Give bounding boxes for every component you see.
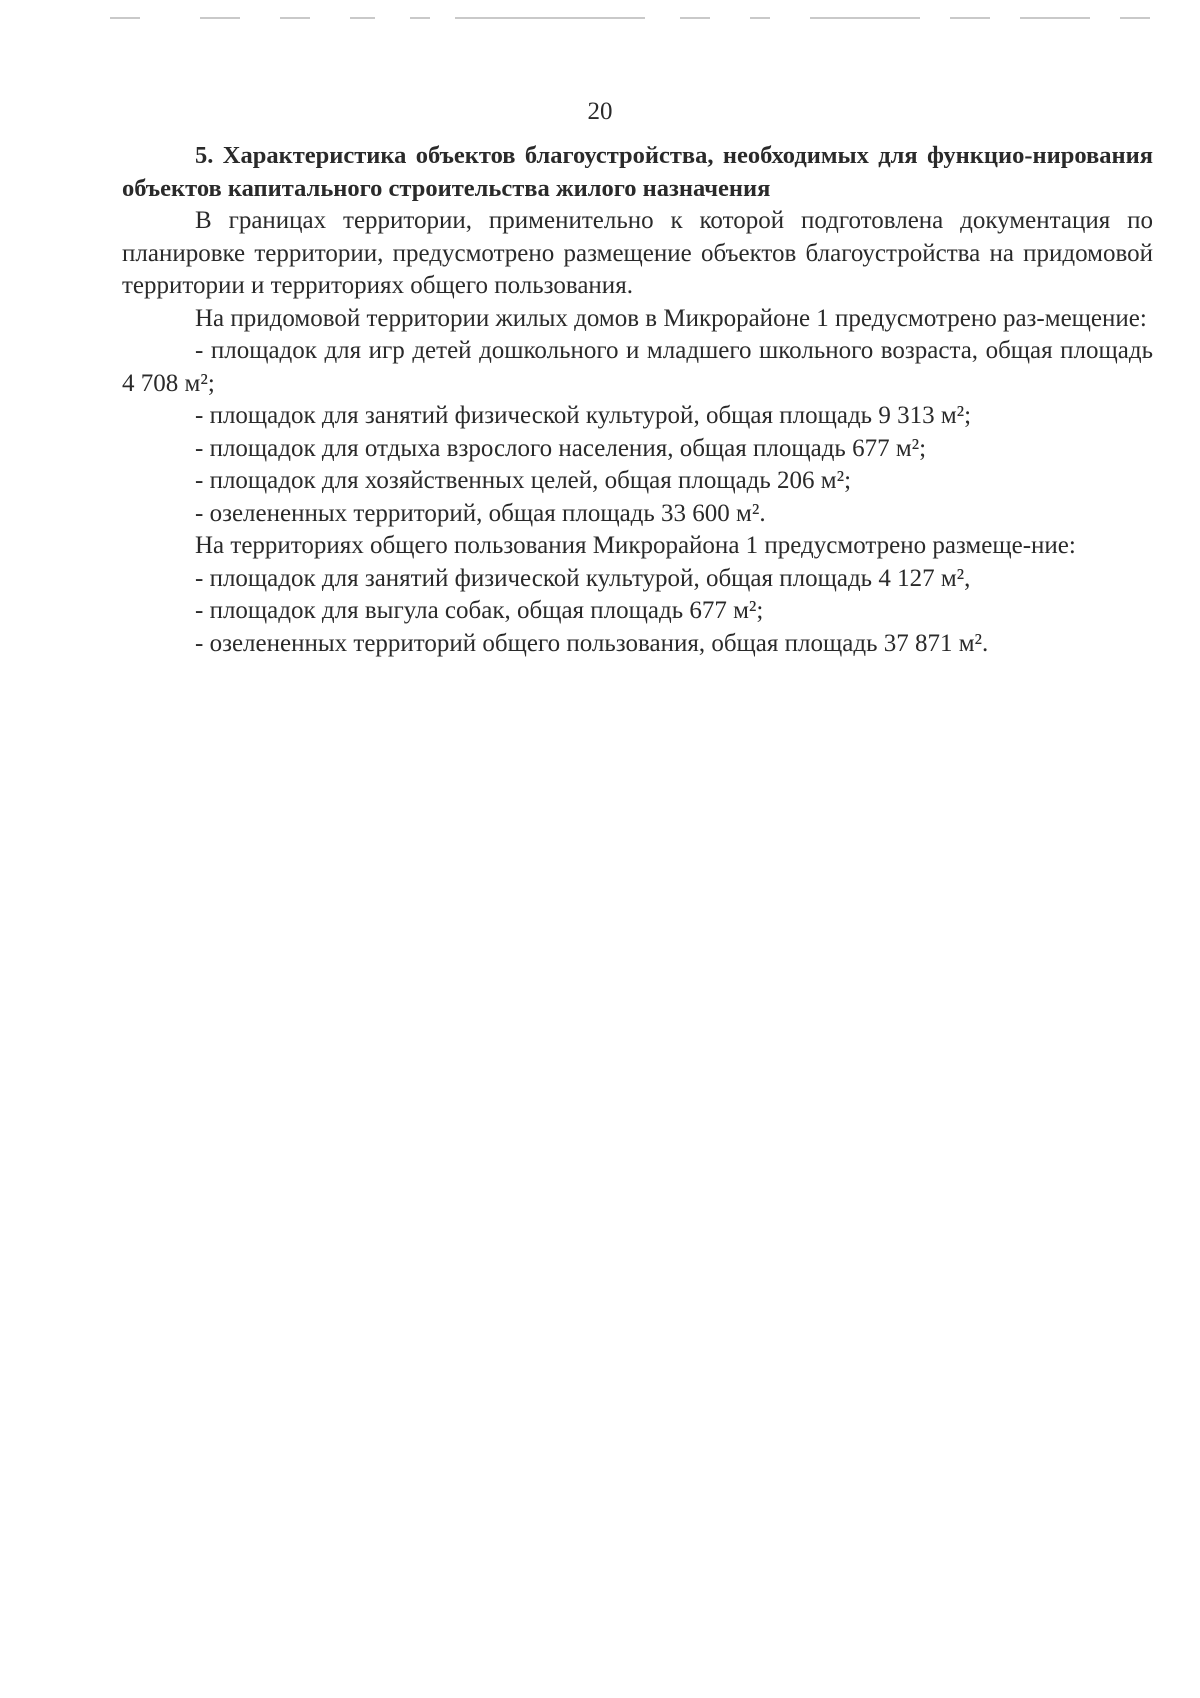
intro-paragraph: В границах территории, применительно к которой подготовлена документация по планировке территории, предусмотрено размещение объектов благоустройства на придомовой территории и территориях общего пользования. [122, 207, 1153, 299]
list-item: - площадок для игр детей дошкольного и младшего школьного возраста, общая площадь 4 708 м²; [122, 337, 1153, 397]
section-heading-line1: 5. Характеристика объектов благоустройства, необходимых для функцио- [195, 142, 1033, 169]
list-item: - площадок для хозяйственных целей, общая площадь 206 м²; [195, 467, 852, 494]
list-item: - площадок для занятий физической культурой, общая площадь 4 127 м², [195, 564, 971, 592]
block2-lead-part1: На территориях общего пользования Микрорайона 1 предусмотрено размеще- [195, 532, 1032, 559]
list-item: - площадок для занятий физической культурой, общая площадь 9 313 м²; [195, 402, 972, 429]
list-item: - площадок для выгула собак, общая площадь 677 м²; [195, 597, 764, 624]
list-item: - площадок для отдыха взрослого населения, общая площадь 677 м²; [195, 434, 927, 462]
block1-lead-part1: На придомовой территории жилых домов в Микрорайоне 1 предусмотрено раз- [195, 304, 1045, 332]
list-item: - озелененных территорий, общая площадь 33 600 м². [195, 499, 766, 527]
block2-lead-part2: ние: [1031, 532, 1076, 559]
section-heading-line2: нирования объектов капитального строительства жилого назначения [122, 142, 1153, 202]
section-heading [122, 140, 1153, 205]
list-item: - озелененных территорий общего пользования, общая площадь 37 871 м². [195, 629, 989, 657]
block1-lead-part2: мещение: [1044, 304, 1147, 332]
block2-lead [122, 530, 1153, 563]
block1-lead [122, 303, 1153, 336]
page-number: 20 [587, 98, 613, 125]
scan-artifact-strip [110, 14, 1150, 22]
document-body [122, 140, 1153, 660]
